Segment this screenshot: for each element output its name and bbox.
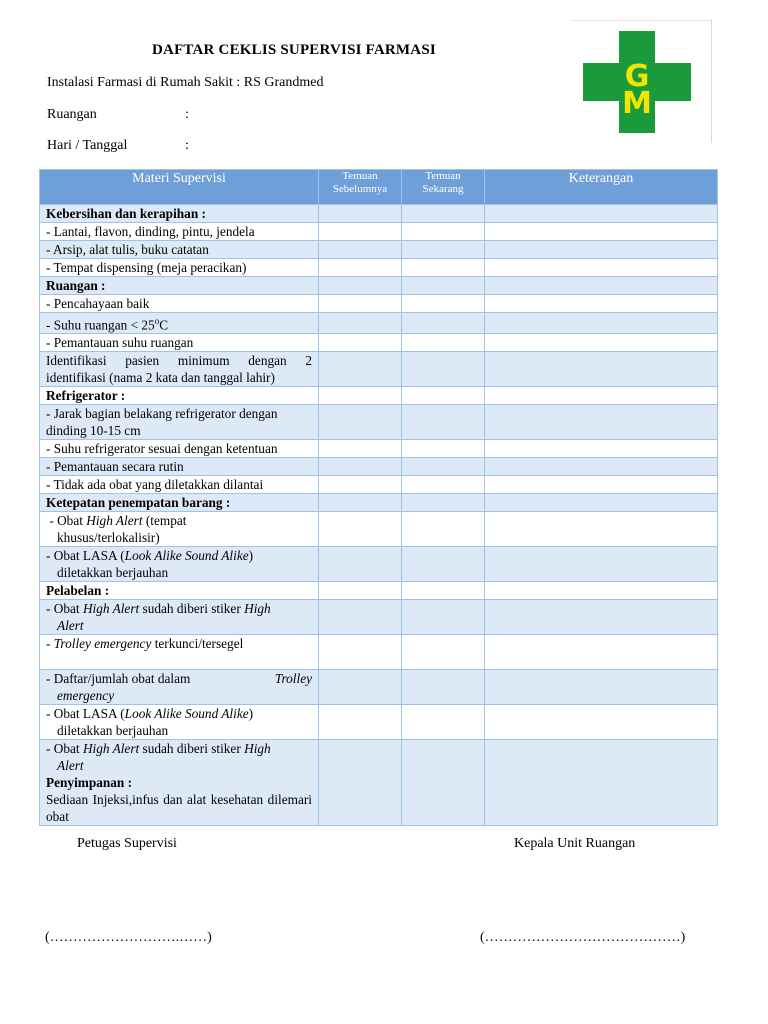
table-row bbox=[40, 547, 718, 582]
row-section-label: Ketepatan penempatan barang : bbox=[40, 494, 319, 512]
kepala-unit-label: Kepala Unit Ruangan bbox=[514, 836, 636, 851]
table-row bbox=[40, 458, 718, 476]
temuan-sebelumnya-cell[interactable] bbox=[319, 295, 402, 313]
keterangan-cell[interactable] bbox=[485, 334, 718, 352]
keterangan-cell[interactable] bbox=[485, 223, 718, 241]
ruangan-colon: : bbox=[185, 107, 189, 122]
temuan-sekarang-cell[interactable] bbox=[402, 334, 485, 352]
temuan-sekarang-cell[interactable] bbox=[402, 295, 485, 313]
temuan-sekarang-cell[interactable] bbox=[402, 259, 485, 277]
keterangan-cell[interactable] bbox=[485, 512, 718, 547]
table-row bbox=[40, 600, 718, 635]
temuan-sebelumnya-cell[interactable] bbox=[319, 740, 402, 826]
header-materi: Materi Supervisi bbox=[40, 170, 319, 205]
temuan-sekarang-cell[interactable] bbox=[402, 313, 485, 334]
row-item-label: - Obat High Alert sudah diberi stiker High Alert bbox=[40, 600, 319, 635]
temuan-sebelumnya-cell[interactable] bbox=[319, 635, 402, 670]
row-item-label: - Arsip, alat tulis, buku catatan bbox=[40, 241, 319, 259]
temuan-sebelumnya-cell[interactable] bbox=[319, 600, 402, 635]
keterangan-cell[interactable] bbox=[485, 705, 718, 740]
table-row bbox=[40, 705, 718, 740]
temuan-sebelumnya-cell[interactable] bbox=[319, 476, 402, 494]
temuan-sekarang-cell[interactable] bbox=[402, 241, 485, 259]
row-item-label: - Tempat dispensing (meja peracikan) bbox=[40, 259, 319, 277]
table-row bbox=[40, 295, 718, 313]
temuan-sebelumnya-cell[interactable] bbox=[319, 582, 402, 600]
row-item-label: - Suhu ruangan < $25^oC$ bbox=[40, 313, 319, 334]
hari-colon: : bbox=[185, 138, 189, 153]
gm-cross-logo-icon bbox=[583, 31, 691, 133]
row-section-label: Kebersihan dan kerapihan : bbox=[40, 205, 319, 223]
keterangan-cell[interactable] bbox=[485, 277, 718, 295]
header-temuan-sebelumnya: Temuan Sebelumnya bbox=[319, 170, 402, 205]
table-row bbox=[40, 582, 718, 600]
keterangan-cell[interactable] bbox=[485, 582, 718, 600]
temuan-sebelumnya-cell[interactable] bbox=[319, 547, 402, 582]
row-item-label: - Suhu refrigerator sesuai dengan ketentuan bbox=[40, 440, 319, 458]
temuan-sekarang-cell[interactable] bbox=[402, 740, 485, 826]
temuan-sebelumnya-cell[interactable] bbox=[319, 512, 402, 547]
table-row bbox=[40, 259, 718, 277]
temuan-sebelumnya-cell[interactable] bbox=[319, 352, 402, 387]
table-row bbox=[40, 405, 718, 440]
temuan-sekarang-cell[interactable] bbox=[402, 476, 485, 494]
table-row bbox=[40, 334, 718, 352]
petugas-signature-line: (……………………….……) bbox=[45, 930, 212, 945]
row-item-label: - Obat LASA (Look Alike Sound Alike) diletakkan berjauhan bbox=[40, 705, 319, 740]
supervision-checklist-table bbox=[39, 169, 718, 826]
instalasi-line: Instalasi Farmasi di Rumah Sakit : RS Grandmed bbox=[47, 75, 324, 90]
table-row bbox=[40, 205, 718, 223]
temuan-sekarang-cell[interactable] bbox=[402, 600, 485, 635]
ruangan-line bbox=[47, 107, 189, 123]
temuan-sekarang-cell[interactable] bbox=[402, 352, 485, 387]
temuan-sekarang-cell[interactable] bbox=[402, 635, 485, 670]
header-keterangan: Keterangan bbox=[485, 170, 718, 205]
logo-letter-m: M bbox=[622, 86, 652, 121]
temuan-sebelumnya-cell[interactable] bbox=[319, 670, 402, 705]
hari-line bbox=[47, 138, 189, 154]
temuan-sekarang-cell[interactable] bbox=[402, 440, 485, 458]
temuan-sekarang-cell[interactable] bbox=[402, 387, 485, 405]
row-item-label: - Pemantauan secara rutin bbox=[40, 458, 319, 476]
petugas-supervisi-label: Petugas Supervisi bbox=[77, 836, 177, 851]
table-row bbox=[40, 440, 718, 458]
row-item-label: - Jarak bagian belakang refrigerator dengan dinding 10-15 cm bbox=[40, 405, 319, 440]
keterangan-cell[interactable] bbox=[485, 295, 718, 313]
table-row bbox=[40, 494, 718, 512]
temuan-sekarang-cell[interactable] bbox=[402, 705, 485, 740]
temuan-sekarang-cell[interactable] bbox=[402, 547, 485, 582]
table-row bbox=[40, 740, 718, 826]
row-item-label: - Pencahayaan baik bbox=[40, 295, 319, 313]
temuan-sekarang-cell[interactable] bbox=[402, 458, 485, 476]
temuan-sekarang-cell[interactable] bbox=[402, 223, 485, 241]
keterangan-cell[interactable] bbox=[485, 352, 718, 387]
keterangan-cell[interactable] bbox=[485, 600, 718, 635]
temuan-sebelumnya-cell[interactable] bbox=[319, 223, 402, 241]
row-section-label: Refrigerator : bbox=[40, 387, 319, 405]
ruangan-label: Ruangan bbox=[47, 107, 97, 122]
temuan-sebelumnya-cell[interactable] bbox=[319, 334, 402, 352]
keterangan-cell[interactable] bbox=[485, 205, 718, 223]
keterangan-cell[interactable] bbox=[485, 670, 718, 705]
logo-letter-g: G bbox=[624, 59, 650, 94]
temuan-sebelumnya-cell[interactable] bbox=[319, 259, 402, 277]
keterangan-cell[interactable] bbox=[485, 547, 718, 582]
row-section-label: Ruangan : bbox=[40, 277, 319, 295]
table-row bbox=[40, 635, 718, 670]
temuan-sekarang-cell[interactable] bbox=[402, 405, 485, 440]
row-section-label: Pelabelan : bbox=[40, 582, 319, 600]
hari-label: Hari / Tanggal bbox=[47, 138, 128, 153]
keterangan-cell[interactable] bbox=[485, 740, 718, 826]
temuan-sebelumnya-cell[interactable] bbox=[319, 494, 402, 512]
keterangan-cell[interactable] bbox=[485, 494, 718, 512]
temuan-sebelumnya-cell[interactable] bbox=[319, 277, 402, 295]
row-item-label: - Tidak ada obat yang diletakkan dilantai bbox=[40, 476, 319, 494]
keterangan-cell[interactable] bbox=[485, 458, 718, 476]
row-item-label: - Trolley emergency terkunci/tersegel bbox=[40, 635, 319, 670]
temuan-sebelumnya-cell[interactable] bbox=[319, 205, 402, 223]
table-row bbox=[40, 241, 718, 259]
temuan-sebelumnya-cell[interactable] bbox=[319, 241, 402, 259]
temuan-sebelumnya-cell[interactable] bbox=[319, 405, 402, 440]
temuan-sekarang-cell[interactable] bbox=[402, 512, 485, 547]
table-row bbox=[40, 670, 718, 705]
temuan-sebelumnya-cell[interactable] bbox=[319, 705, 402, 740]
keterangan-cell[interactable] bbox=[485, 405, 718, 440]
document-title: DAFTAR CEKLIS SUPERVISI FARMASI bbox=[152, 42, 436, 58]
kepala-signature-line: (……………………………………) bbox=[480, 930, 686, 945]
temuan-sekarang-cell[interactable] bbox=[402, 582, 485, 600]
temuan-sebelumnya-cell[interactable] bbox=[319, 440, 402, 458]
keterangan-cell[interactable] bbox=[485, 476, 718, 494]
row-item-label: - Daftar/jumlah obat dalam Trolley emergency bbox=[40, 670, 319, 705]
row-item-label: - Obat High Alert (tempat khusus/terlokalisir) bbox=[40, 512, 319, 547]
row-item-label: - Lantai, flavon, dinding, pintu, jendela bbox=[40, 223, 319, 241]
keterangan-cell[interactable] bbox=[485, 387, 718, 405]
row-item-label: - Obat High Alert sudah diberi stiker High Alert Penyimpanan : Sediaan Injeksi,infus dan alat kesehatan dilemari obat bbox=[40, 740, 319, 826]
table-row bbox=[40, 352, 718, 387]
temuan-sekarang-cell[interactable] bbox=[402, 670, 485, 705]
logo-frame bbox=[571, 20, 712, 143]
temuan-sebelumnya-cell[interactable] bbox=[319, 458, 402, 476]
table-row bbox=[40, 476, 718, 494]
temuan-sekarang-cell[interactable] bbox=[402, 277, 485, 295]
temuan-sebelumnya-cell[interactable] bbox=[319, 387, 402, 405]
table-row bbox=[40, 512, 718, 547]
temuan-sebelumnya-cell[interactable] bbox=[319, 313, 402, 334]
table-row bbox=[40, 313, 718, 334]
temuan-sekarang-cell[interactable] bbox=[402, 494, 485, 512]
table-row bbox=[40, 387, 718, 405]
table-row bbox=[40, 223, 718, 241]
header-temuan-sekarang: Temuan Sekarang bbox=[402, 170, 485, 205]
row-item-label: - Pemantauan suhu ruangan bbox=[40, 334, 319, 352]
keterangan-cell[interactable] bbox=[485, 313, 718, 334]
keterangan-cell[interactable] bbox=[485, 635, 718, 670]
keterangan-cell[interactable] bbox=[485, 241, 718, 259]
keterangan-cell[interactable] bbox=[485, 440, 718, 458]
keterangan-cell[interactable] bbox=[485, 259, 718, 277]
table-row bbox=[40, 277, 718, 295]
temuan-sekarang-cell[interactable] bbox=[402, 205, 485, 223]
row-item-label: Identifikasi pasien minimum dengan 2 identifikasi (nama 2 kata dan tanggal lahir) bbox=[40, 352, 319, 387]
row-item-label: - Obat LASA (Look Alike Sound Alike) diletakkan berjauhan bbox=[40, 547, 319, 582]
